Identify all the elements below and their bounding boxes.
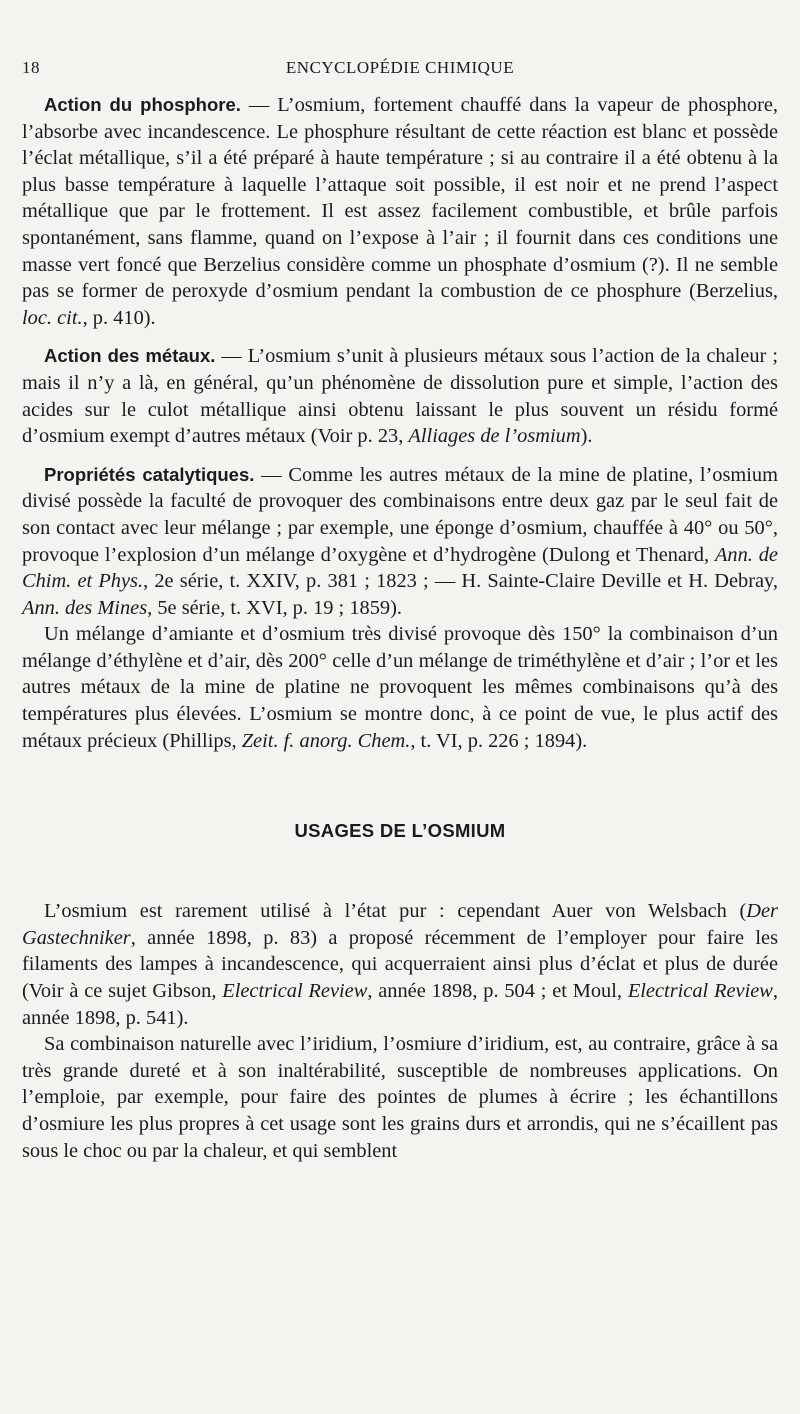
paragraph-text: , année 1898, p. 504 ; et Moul, [367,980,628,1003]
document-page [22,58,778,1164]
paragraph-text: Sa combinaison naturelle avec l’iridium, l’osmiure d’iridium, est, au contraire, grâce à sa très grande dureté et à son inaltérabilité, susceptible de nombreuses applications. On l’emploie, par exemple, pour faire des pointes de plumes à écrire ; les échantillons d’osmiure les plus propres à cet usage sont les grains durs et arrondis, qui ne s’écaillent pas sous le choc ou par la chaleur, et qui semblent [22,1033,778,1162]
paragraph-usages [22,898,778,1031]
running-title: ENCYCLOPÉDIE CHIMIQUE [285,58,515,77]
paragraph-lead: Action des métaux. [44,345,216,367]
paragraph-lead: Action du phosphore. [44,94,241,115]
paragraph-text: — L’osmium s’unit à plusieurs métaux sous l’action de la chaleur ; mais il n’y a là, en général, qu’un phénomène de dissolution pure et simple, l’action des acides sur le culot métallique ainsi obtenu laissant le plus souvent un résidu formé d’osmium exempt d’autres métaux (Voir p. 23, [22,345,778,448]
paragraph-tail: , année 1898, p. 541). [22,980,778,1029]
citation-italic: Alliages de l’osmium [408,425,581,448]
paragraph-proprietes-catalytiques [22,462,778,622]
paragraph-action-phosphore [22,92,778,331]
paragraph-text: — Comme les autres métaux de la mine de platine, l’osmium divisé possède la faculté de provoquer des combinaisons entre deux gaz par le seul fait de son contact avec leur mélange ; par exemple, une éponge d’osmium, chauffée à 40° ou 50°, provoque l’explosion d’un mélange d’oxygène et d’hydrogène (Dulong et Thenard, [22,463,778,566]
citation-italic: Der Gastechniker [22,900,778,949]
section-title: USAGES DE L’OSMIUM [294,820,506,842]
paragraph-tail: , 5e série, t. XVI, p. 19 ; 1859). [147,596,402,619]
paragraph-lead: Propriétés catalytiques. [44,463,255,485]
citation-italic: Electrical Review [627,980,773,1003]
citation-italic: Zeit. f. anorg. Chem. [241,729,411,752]
citation-italic: Electrical Review [222,980,368,1003]
paragraph-tail: , p. 410). [82,306,156,329]
paragraph-action-metaux [22,343,778,449]
paragraph-tail: , t. VI, p. 226 ; 1894). [410,729,588,752]
citation-italic: Ann. de Chim. et Phys. [22,543,778,593]
paragraph-text: , année 1898, p. 83) a proposé récemment de l’employer pour faire les filaments des lampes à incandescence, qui acquerraient ainsi plus d’éclat et plus de durée (Voir à ce sujet Gibson, [22,926,778,1003]
paragraph-text: , 2e série, t. XXIV, p. 381 ; 1823 ; — H. Sainte-Claire Deville et H. Debray, [143,570,778,593]
paragraph-text: L’osmium est rarement utilisé à l’état pur : cependant Auer von Welsbach ( [44,900,747,923]
page-number: 18 [22,58,40,77]
paragraph-osmiure [22,1031,778,1164]
citation-italic: Ann. des Mines [22,596,148,619]
page-header [22,58,778,84]
paragraph-amiante [22,621,778,754]
paragraph-text: — L’osmium, fortement chauffé dans la vapeur de phosphore, l’absorbe avec incandescence. Le phosphure résultant de cette réaction est blanc et possède l’éclat métallique, s’il a été préparé à haute température ; si au contraire il a été obtenu à la plus basse température à laquelle l’attaque soit possible, il est noir et ne prend l’aspect métallique que par le frottement. Il est assez facilement combustible, et brûle parfois spontanément, sans flamme, quand on l’expose à l’air ; il fournit dans ces conditions une masse vert foncé que Berzelius considère comme un phosphate d’osmium (?). Il ne semble pas se former de peroxyde d’osmium pendant la combustion de ce phosphure (Berzelius, [22,94,779,303]
citation-italic: loc. cit. [22,306,83,329]
paragraph-tail: ). [580,425,593,448]
paragraph-text: Un mélange d’amiante et d’osmium très divisé provoque dès 150° la combinaison d’un mélange d’éthylène et d’air, dès 200° celle d’un mélange de triméthylène et d’air ; l’or et les autres métaux de la mine de platine ne provoquent les mêmes combinaisons qu’à des températures plus élevées. L’osmium se montre donc, à ce point de vue, le plus actif des métaux précieux (Phillips, [22,623,778,752]
